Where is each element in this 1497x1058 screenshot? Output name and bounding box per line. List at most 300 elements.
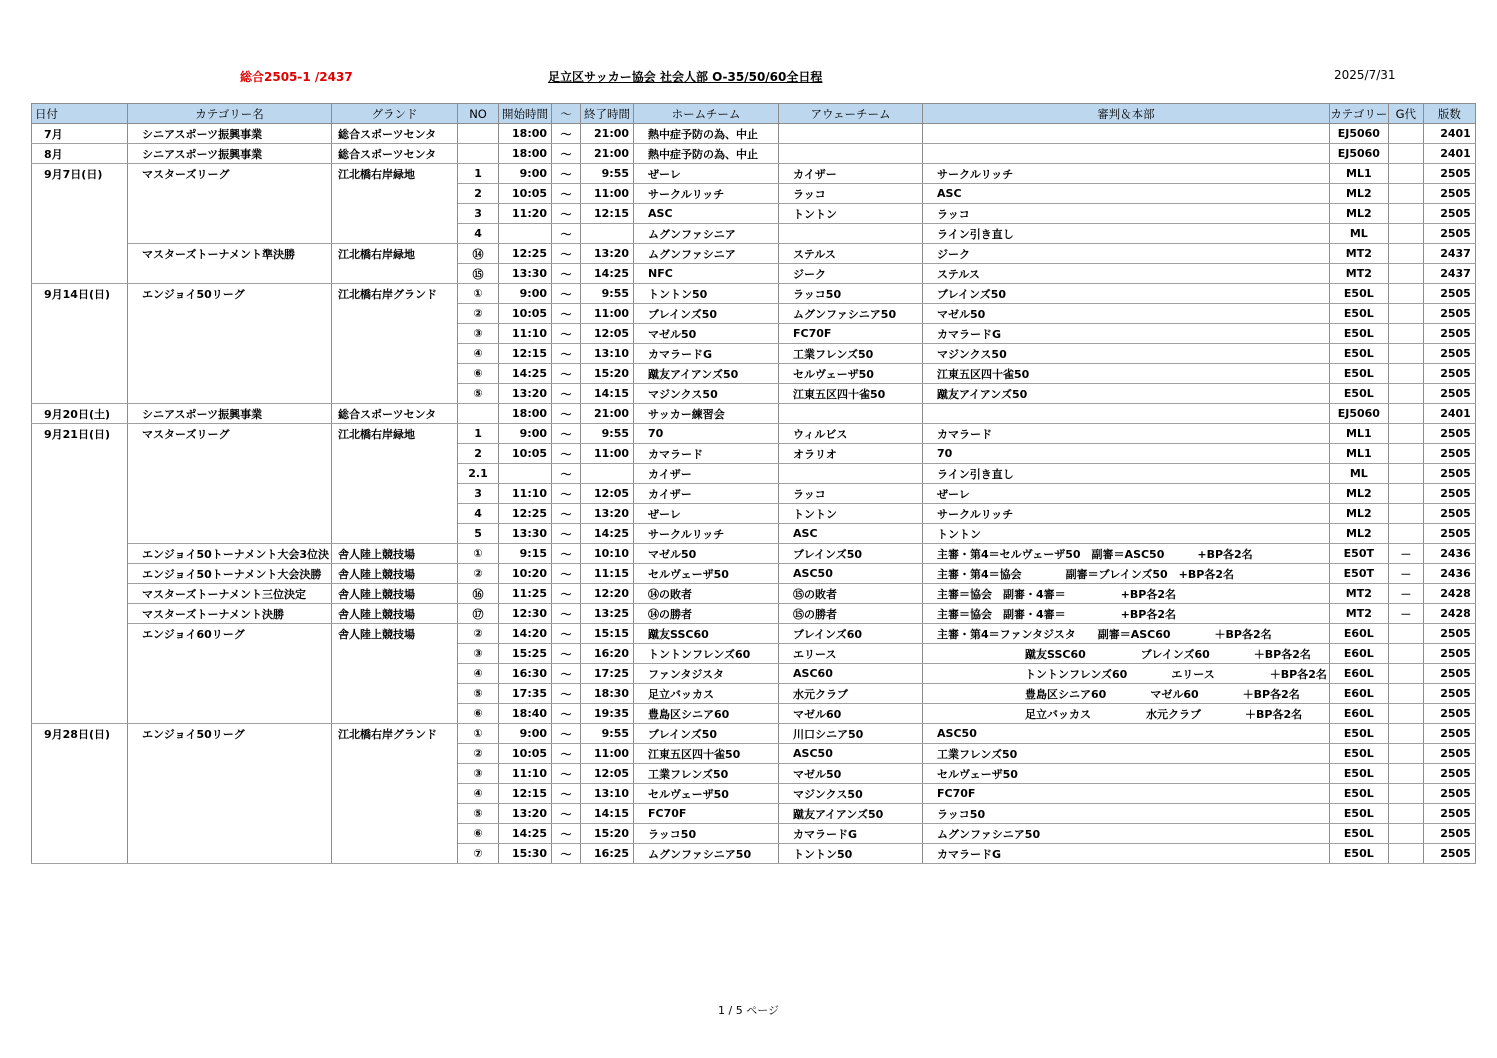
end-time-cell: 9:55 <box>581 424 634 444</box>
version-cell: 2505 <box>1423 684 1475 704</box>
away-team-cell: ラッコ50 <box>779 284 923 304</box>
table-row <box>32 444 1476 464</box>
no-cell: 4 <box>458 504 499 524</box>
category-cell <box>128 464 332 484</box>
category-code-cell: E60L <box>1329 644 1388 664</box>
referee-cell: 足立バッカス 水元クラブ ＋BP各2名 <box>923 704 1330 724</box>
referee-cell: 江東五区四十雀50 <box>923 364 1330 384</box>
category-cell <box>128 264 332 284</box>
date-cell <box>32 824 128 844</box>
home-team-cell: マジンクス50 <box>634 384 779 404</box>
category-code-cell: E50L <box>1329 384 1388 404</box>
ground-cell <box>332 204 458 224</box>
end-time-cell: 13:20 <box>581 244 634 264</box>
date-cell <box>32 384 128 404</box>
date-cell <box>32 644 128 664</box>
col-header-start: 開始時間 <box>499 104 552 124</box>
version-cell: 2505 <box>1423 324 1475 344</box>
table-row <box>32 464 1476 484</box>
category-code-cell: E60L <box>1329 704 1388 724</box>
no-cell: ③ <box>458 644 499 664</box>
home-team-cell: ぜーレ <box>634 504 779 524</box>
start-time-cell: 11:20 <box>499 204 552 224</box>
version-cell: 2505 <box>1423 784 1475 804</box>
category-cell: シニアスポーツ振興事業 <box>128 124 332 144</box>
document-code: 総合2505-1 /2437 <box>240 70 353 84</box>
table-row <box>32 784 1476 804</box>
end-time-cell: 15:15 <box>581 624 634 644</box>
table-row <box>32 304 1476 324</box>
category-code-cell: ML2 <box>1329 204 1388 224</box>
category-code-cell: MT2 <box>1329 604 1388 624</box>
end-time-cell: 9:55 <box>581 284 634 304</box>
end-time-cell: 14:25 <box>581 524 634 544</box>
date-cell: 9月7日(日) <box>32 164 128 184</box>
version-cell: 2505 <box>1423 844 1475 864</box>
col-header-tilde: ～ <box>552 104 581 124</box>
category-code-cell: E50L <box>1329 344 1388 364</box>
home-team-cell: 豊島区シニア60 <box>634 704 779 724</box>
away-team-cell: ムグンファシニア50 <box>779 304 923 324</box>
category-cell <box>128 364 332 384</box>
category-code-cell: E50L <box>1329 284 1388 304</box>
home-team-cell: 熱中症予防の為、中止 <box>634 124 779 144</box>
away-team-cell <box>779 224 923 244</box>
category-code-cell: ML1 <box>1329 444 1388 464</box>
date-cell <box>32 784 128 804</box>
g-fee-cell <box>1388 304 1423 324</box>
tilde-cell: ～ <box>552 684 581 704</box>
end-time-cell: 12:15 <box>581 204 634 224</box>
referee-cell: FC70F <box>923 784 1330 804</box>
version-cell: 2401 <box>1423 404 1475 424</box>
table-row <box>32 824 1476 844</box>
table-row <box>32 584 1476 604</box>
end-time-cell: 11:00 <box>581 744 634 764</box>
home-team-cell: ASC <box>634 204 779 224</box>
table-row <box>32 284 1476 304</box>
ground-cell: 舎人陸上競技場 <box>332 584 458 604</box>
away-team-cell: トントン <box>779 504 923 524</box>
end-time-cell: 21:00 <box>581 124 634 144</box>
version-cell: 2505 <box>1423 804 1475 824</box>
tilde-cell: ～ <box>552 264 581 284</box>
category-cell <box>128 444 332 464</box>
date-cell <box>32 264 128 284</box>
table-row <box>32 244 1476 264</box>
document-title: 足立区サッカー協会 社会人部 O-35/50/60全日程 <box>548 70 823 84</box>
g-fee-cell <box>1388 164 1423 184</box>
date-cell <box>32 604 128 624</box>
category-cell <box>128 784 332 804</box>
start-time-cell: 18:00 <box>499 124 552 144</box>
page-footer: 1 / 5 ページ <box>718 1004 779 1017</box>
no-cell: ③ <box>458 324 499 344</box>
category-cell <box>128 844 332 864</box>
referee-cell <box>923 404 1330 424</box>
date-cell: 9月21日(日) <box>32 424 128 444</box>
ground-cell <box>332 744 458 764</box>
category-code-cell: ML <box>1329 224 1388 244</box>
away-team-cell: マジンクス50 <box>779 784 923 804</box>
referee-cell <box>923 124 1330 144</box>
start-time-cell: 9:00 <box>499 164 552 184</box>
home-team-cell: ラッコ50 <box>634 824 779 844</box>
end-time-cell: 18:30 <box>581 684 634 704</box>
version-cell: 2505 <box>1423 724 1475 744</box>
table-row <box>32 704 1476 724</box>
end-time-cell: 11:00 <box>581 184 634 204</box>
tilde-cell: ～ <box>552 784 581 804</box>
end-time-cell <box>581 224 634 244</box>
category-cell: エンジョイ50リーグ <box>128 284 332 304</box>
col-header-referee: 審判＆本部 <box>923 104 1330 124</box>
tilde-cell: ～ <box>552 344 581 364</box>
version-cell: 2505 <box>1423 644 1475 664</box>
no-cell: ④ <box>458 344 499 364</box>
category-code-cell: ML1 <box>1329 424 1388 444</box>
version-cell: 2505 <box>1423 284 1475 304</box>
document-date: 2025/7/31 <box>1334 68 1396 82</box>
referee-cell: 主審・第4＝協会 副審＝ブレインズ50 +BP各2名 <box>923 564 1330 584</box>
category-code-cell: E50T <box>1329 544 1388 564</box>
version-cell: 2436 <box>1423 564 1475 584</box>
category-cell <box>128 504 332 524</box>
referee-cell: 蹴友SSC60 ブレインズ60 ＋BP各2名 <box>923 644 1330 664</box>
g-fee-cell <box>1388 844 1423 864</box>
date-cell <box>32 224 128 244</box>
ground-cell <box>332 184 458 204</box>
away-team-cell: エリース <box>779 644 923 664</box>
category-code-cell: EJ5060 <box>1329 404 1388 424</box>
start-time-cell: 16:30 <box>499 664 552 684</box>
home-team-cell: サークルリッチ <box>634 524 779 544</box>
no-cell: ⑭ <box>458 244 499 264</box>
tilde-cell: ～ <box>552 444 581 464</box>
date-cell <box>32 624 128 644</box>
away-team-cell <box>779 144 923 164</box>
end-time-cell: 14:25 <box>581 264 634 284</box>
away-team-cell: トントン50 <box>779 844 923 864</box>
date-cell <box>32 544 128 564</box>
home-team-cell: 足立バッカス <box>634 684 779 704</box>
category-cell: マスターズリーグ <box>128 424 332 444</box>
start-time-cell: 13:20 <box>499 804 552 824</box>
start-time-cell: 10:05 <box>499 184 552 204</box>
home-team-cell: サークルリッチ <box>634 184 779 204</box>
version-cell: 2505 <box>1423 524 1475 544</box>
home-team-cell: ムグンファシニア50 <box>634 844 779 864</box>
g-fee-cell <box>1388 664 1423 684</box>
category-code-cell: ML2 <box>1329 504 1388 524</box>
home-team-cell: セルヴェーザ50 <box>634 564 779 584</box>
referee-cell: 主審＝協会 副審・4審＝ +BP各2名 <box>923 604 1330 624</box>
home-team-cell: 蹴友SSC60 <box>634 624 779 644</box>
tilde-cell: ～ <box>552 724 581 744</box>
g-fee-cell <box>1388 464 1423 484</box>
tilde-cell: ～ <box>552 844 581 864</box>
category-code-cell: E60L <box>1329 664 1388 684</box>
category-code-cell: ML2 <box>1329 524 1388 544</box>
no-cell: ④ <box>458 784 499 804</box>
start-time-cell: 11:10 <box>499 764 552 784</box>
category-code-cell: E50L <box>1329 724 1388 744</box>
end-time-cell: 12:20 <box>581 584 634 604</box>
start-time-cell: 12:15 <box>499 784 552 804</box>
start-time-cell: 14:25 <box>499 364 552 384</box>
start-time-cell: 9:15 <box>499 544 552 564</box>
referee-cell: カマラード <box>923 424 1330 444</box>
ground-cell <box>332 304 458 324</box>
referee-cell: 70 <box>923 444 1330 464</box>
away-team-cell: ラッコ <box>779 184 923 204</box>
date-cell <box>32 744 128 764</box>
home-team-cell: ブレインズ50 <box>634 304 779 324</box>
no-cell: ② <box>458 624 499 644</box>
g-fee-cell <box>1388 524 1423 544</box>
category-code-cell: E60L <box>1329 684 1388 704</box>
no-cell: ⑤ <box>458 684 499 704</box>
no-cell: ⑥ <box>458 704 499 724</box>
home-team-cell: カマラードG <box>634 344 779 364</box>
end-time-cell: 10:10 <box>581 544 634 564</box>
date-cell <box>32 844 128 864</box>
date-cell <box>32 704 128 724</box>
end-time-cell: 11:00 <box>581 304 634 324</box>
end-time-cell: 17:25 <box>581 664 634 684</box>
category-cell: マスターズトーナメント決勝 <box>128 604 332 624</box>
table-row <box>32 844 1476 864</box>
category-code-cell: E50L <box>1329 324 1388 344</box>
start-time-cell <box>499 464 552 484</box>
ground-cell <box>332 384 458 404</box>
start-time-cell: 15:25 <box>499 644 552 664</box>
away-team-cell: 蹴友アイアンズ50 <box>779 804 923 824</box>
tilde-cell: ～ <box>552 624 581 644</box>
referee-cell: サークルリッチ <box>923 164 1330 184</box>
table-row <box>32 204 1476 224</box>
home-team-cell: 工業フレンズ50 <box>634 764 779 784</box>
date-cell <box>32 204 128 224</box>
date-cell <box>32 464 128 484</box>
category-cell <box>128 764 332 784</box>
version-cell: 2505 <box>1423 224 1475 244</box>
table-row <box>32 624 1476 644</box>
away-team-cell: 川口シニア50 <box>779 724 923 744</box>
referee-cell: ぜーレ <box>923 484 1330 504</box>
version-cell: 2505 <box>1423 744 1475 764</box>
date-cell <box>32 764 128 784</box>
start-time-cell: 11:25 <box>499 584 552 604</box>
start-time-cell: 14:20 <box>499 624 552 644</box>
end-time-cell: 15:20 <box>581 364 634 384</box>
ground-cell: 舎人陸上競技場 <box>332 624 458 644</box>
tilde-cell: ～ <box>552 224 581 244</box>
category-code-cell: E50L <box>1329 824 1388 844</box>
date-cell <box>32 244 128 264</box>
referee-cell: 主審・第4＝ファンタジスタ 副審＝ASC60 ＋BP各2名 <box>923 624 1330 644</box>
no-cell: 2.1 <box>458 464 499 484</box>
end-time-cell: 13:20 <box>581 504 634 524</box>
g-fee-cell <box>1388 184 1423 204</box>
tilde-cell: ～ <box>552 824 581 844</box>
no-cell: ① <box>458 724 499 744</box>
away-team-cell: ⑮の敗者 <box>779 584 923 604</box>
no-cell: ② <box>458 304 499 324</box>
g-fee-cell <box>1388 224 1423 244</box>
version-cell: 2505 <box>1423 484 1475 504</box>
date-cell <box>32 484 128 504</box>
end-time-cell: 15:20 <box>581 824 634 844</box>
table-row <box>32 664 1476 684</box>
date-cell <box>32 364 128 384</box>
away-team-cell: カイザー <box>779 164 923 184</box>
referee-cell: ASC <box>923 184 1330 204</box>
tilde-cell: ～ <box>552 644 581 664</box>
away-team-cell: ラッコ <box>779 484 923 504</box>
ground-cell <box>332 504 458 524</box>
ground-cell <box>332 484 458 504</box>
table-row <box>32 524 1476 544</box>
start-time-cell: 12:25 <box>499 244 552 264</box>
referee-cell: ブレインズ50 <box>923 284 1330 304</box>
home-team-cell: 蹴友アイアンズ50 <box>634 364 779 384</box>
end-time-cell: 21:00 <box>581 404 634 424</box>
version-cell: 2505 <box>1423 704 1475 724</box>
g-fee-cell: － <box>1388 564 1423 584</box>
col-header-away: アウェーチーム <box>779 104 923 124</box>
no-cell: ③ <box>458 764 499 784</box>
start-time-cell: 11:10 <box>499 484 552 504</box>
start-time-cell: 11:10 <box>499 324 552 344</box>
col-header-ground: グランド <box>332 104 458 124</box>
ground-cell: 江北橋右岸グランド <box>332 284 458 304</box>
away-team-cell: 江東五区四十雀50 <box>779 384 923 404</box>
category-cell: エンジョイ50トーナメント大会3位決 <box>128 544 332 564</box>
tilde-cell: ～ <box>552 204 581 224</box>
ground-cell <box>332 264 458 284</box>
referee-cell: セルヴェーザ50 <box>923 764 1330 784</box>
ground-cell: 総合スポーツセンタ <box>332 144 458 164</box>
end-time-cell: 13:10 <box>581 344 634 364</box>
category-cell: マスターズトーナメント準決勝 <box>128 244 332 264</box>
date-cell: 9月20日(土) <box>32 404 128 424</box>
home-team-cell: マゼル50 <box>634 324 779 344</box>
date-cell <box>32 344 128 364</box>
ground-cell <box>332 444 458 464</box>
version-cell: 2505 <box>1423 504 1475 524</box>
version-cell: 2505 <box>1423 764 1475 784</box>
version-cell: 2437 <box>1423 244 1475 264</box>
home-team-cell: トントンフレンズ60 <box>634 644 779 664</box>
version-cell: 2401 <box>1423 144 1475 164</box>
g-fee-cell <box>1388 684 1423 704</box>
no-cell <box>458 124 499 144</box>
table-row <box>32 764 1476 784</box>
col-header-no: NO <box>458 104 499 124</box>
tilde-cell: ～ <box>552 764 581 784</box>
tilde-cell: ～ <box>552 804 581 824</box>
category-code-cell: MT2 <box>1329 584 1388 604</box>
away-team-cell: オラリオ <box>779 444 923 464</box>
ground-cell: 舎人陸上競技場 <box>332 544 458 564</box>
category-cell <box>128 824 332 844</box>
col-header-date: 日付 <box>32 104 128 124</box>
category-cell <box>128 484 332 504</box>
end-time-cell: 14:15 <box>581 384 634 404</box>
no-cell: 4 <box>458 224 499 244</box>
date-cell <box>32 584 128 604</box>
start-time-cell: 12:30 <box>499 604 552 624</box>
end-time-cell: 12:05 <box>581 484 634 504</box>
g-fee-cell: － <box>1388 584 1423 604</box>
away-team-cell <box>779 464 923 484</box>
date-cell: 8月 <box>32 144 128 164</box>
ground-cell <box>332 844 458 864</box>
no-cell: ④ <box>458 664 499 684</box>
g-fee-cell <box>1388 744 1423 764</box>
g-fee-cell <box>1388 624 1423 644</box>
ground-cell <box>332 644 458 664</box>
category-code-cell: EJ5060 <box>1329 144 1388 164</box>
ground-cell <box>332 664 458 684</box>
version-cell: 2428 <box>1423 584 1475 604</box>
tilde-cell: ～ <box>552 324 581 344</box>
start-time-cell: 10:05 <box>499 304 552 324</box>
referee-cell: 蹴友アイアンズ50 <box>923 384 1330 404</box>
tilde-cell: ～ <box>552 424 581 444</box>
category-cell <box>128 324 332 344</box>
tilde-cell: ～ <box>552 664 581 684</box>
referee-cell: マジンクス50 <box>923 344 1330 364</box>
away-team-cell: ブレインズ50 <box>779 544 923 564</box>
tilde-cell: ～ <box>552 564 581 584</box>
col-header-version: 版数 <box>1423 104 1475 124</box>
home-team-cell: 熱中症予防の為、中止 <box>634 144 779 164</box>
version-cell: 2436 <box>1423 544 1475 564</box>
start-time-cell: 18:00 <box>499 404 552 424</box>
tilde-cell: ～ <box>552 584 581 604</box>
category-code-cell: E50L <box>1329 764 1388 784</box>
home-team-cell: セルヴェーザ50 <box>634 784 779 804</box>
away-team-cell: マゼル60 <box>779 704 923 724</box>
tilde-cell: ～ <box>552 384 581 404</box>
referee-cell: ムグンファシニア50 <box>923 824 1330 844</box>
date-cell: 9月28日(日) <box>32 724 128 744</box>
date-cell <box>32 444 128 464</box>
referee-cell: 工業フレンズ50 <box>923 744 1330 764</box>
g-fee-cell <box>1388 364 1423 384</box>
table-row <box>32 684 1476 704</box>
ground-cell: 総合スポーツセンタ <box>332 404 458 424</box>
start-time-cell: 17:35 <box>499 684 552 704</box>
end-time-cell: 11:15 <box>581 564 634 584</box>
date-cell: 7月 <box>32 124 128 144</box>
category-cell: シニアスポーツ振興事業 <box>128 144 332 164</box>
version-cell: 2505 <box>1423 184 1475 204</box>
table-row <box>32 324 1476 344</box>
g-fee-cell <box>1388 124 1423 144</box>
category-code-cell: MT2 <box>1329 264 1388 284</box>
end-time-cell: 9:55 <box>581 724 634 744</box>
version-cell: 2401 <box>1423 124 1475 144</box>
tilde-cell: ～ <box>552 544 581 564</box>
date-cell: 9月14日(日) <box>32 284 128 304</box>
category-code-cell: E50L <box>1329 784 1388 804</box>
no-cell: 3 <box>458 204 499 224</box>
ground-cell <box>332 344 458 364</box>
table-row <box>32 484 1476 504</box>
